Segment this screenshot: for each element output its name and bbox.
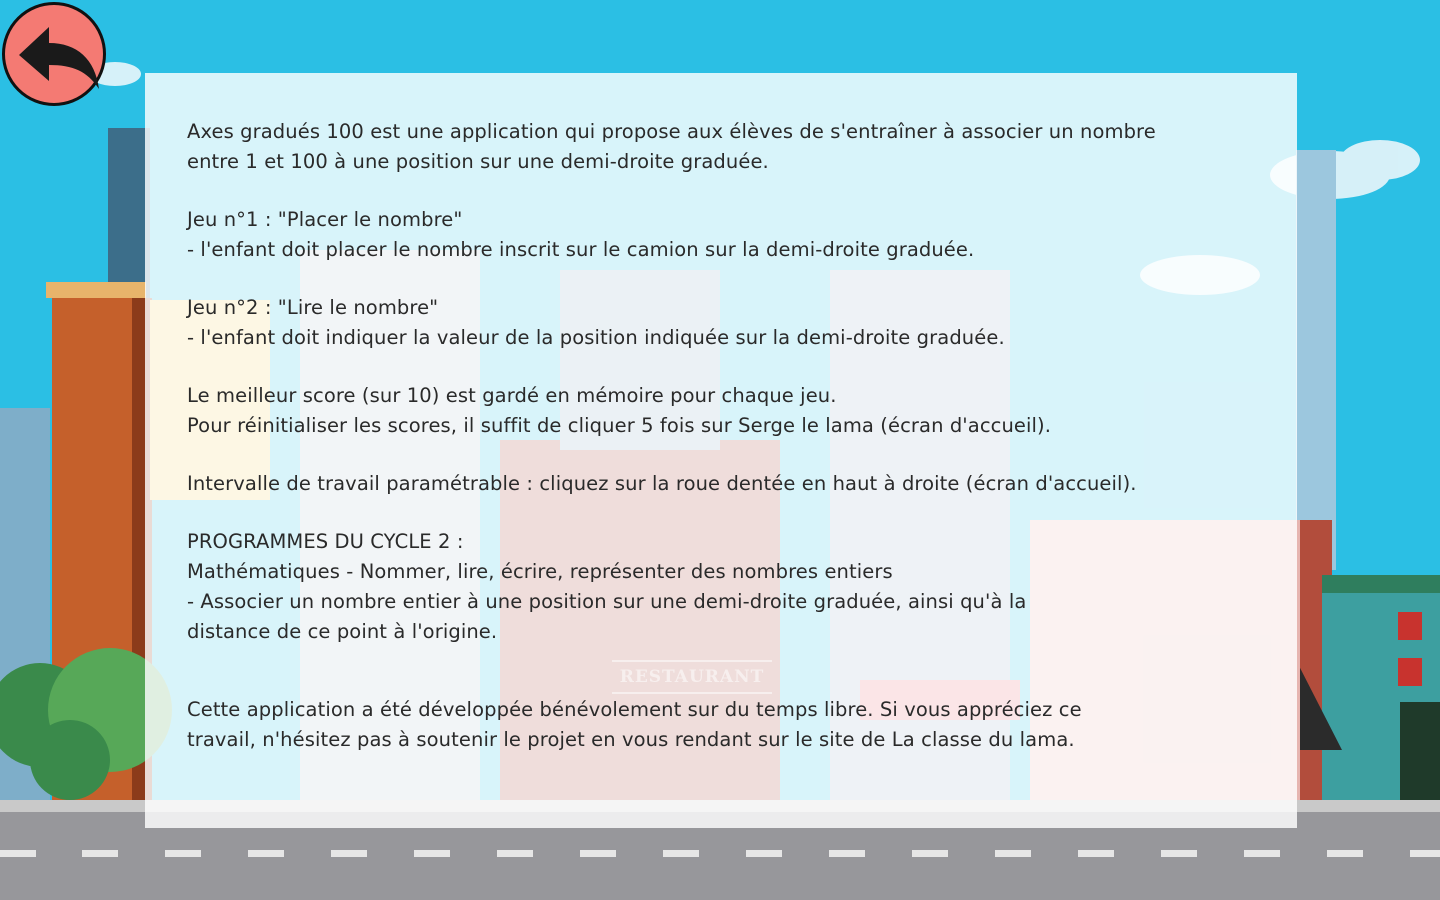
scores-paragraph	[187, 381, 1259, 441]
game2-paragraph	[187, 293, 1259, 353]
back-button[interactable]	[2, 2, 106, 106]
info-panel	[145, 73, 1297, 828]
back-arrow-icon	[15, 17, 99, 97]
programmes-paragraph	[187, 527, 1259, 647]
text-line: distance de ce point à l'origine.	[187, 620, 498, 643]
text-line: Pour réinitialiser les scores, il suffit de cliquer 5 fois sur Serge le lama (écran d'accueil).	[187, 414, 1052, 437]
text-line: Le meilleur score (sur 10) est gardé en mémoire pour chaque jeu.	[187, 384, 837, 407]
text-line: - l'enfant doit indiquer la valeur de la position indiquée sur la demi-droite graduée.	[187, 326, 1005, 349]
text-line: Intervalle de travail paramétrable : cliquez sur la roue dentée en haut à droite (écran d'accueil).	[187, 472, 1137, 495]
programmes-title: PROGRAMMES DU CYCLE 2 :	[187, 530, 464, 553]
interval-paragraph	[187, 469, 1259, 499]
credits-paragraph	[187, 695, 1259, 755]
game2-title: Jeu n°2 : "Lire le nombre"	[187, 296, 439, 319]
text-line: Mathématiques - Nommer, lire, écrire, représenter des nombres entiers	[187, 560, 893, 583]
text-line: Cette application a été développée bénévolement sur du temps libre. Si vous appréciez ce	[187, 698, 1082, 721]
text-line: - Associer un nombre entier à une position sur une demi-droite graduée, ainsi qu'à la	[187, 590, 1027, 613]
text-line: - l'enfant doit placer le nombre inscrit sur le camion sur la demi-droite graduée.	[187, 238, 975, 261]
game1-title: Jeu n°1 : "Placer le nombre"	[187, 208, 463, 231]
text-line: travail, n'hésitez pas à soutenir le projet en vous rendant sur le site de La classe du lama.	[187, 728, 1075, 751]
game1-paragraph	[187, 205, 1259, 265]
text-line: entre 1 et 100 à une position sur une demi-droite graduée.	[187, 150, 769, 173]
restaurant-sign: RESTAURANT	[612, 660, 772, 694]
text-line: Axes gradués 100 est une application qui propose aux élèves de s'entraîner à associer un nombre	[187, 120, 1156, 143]
intro-paragraph	[187, 117, 1259, 177]
